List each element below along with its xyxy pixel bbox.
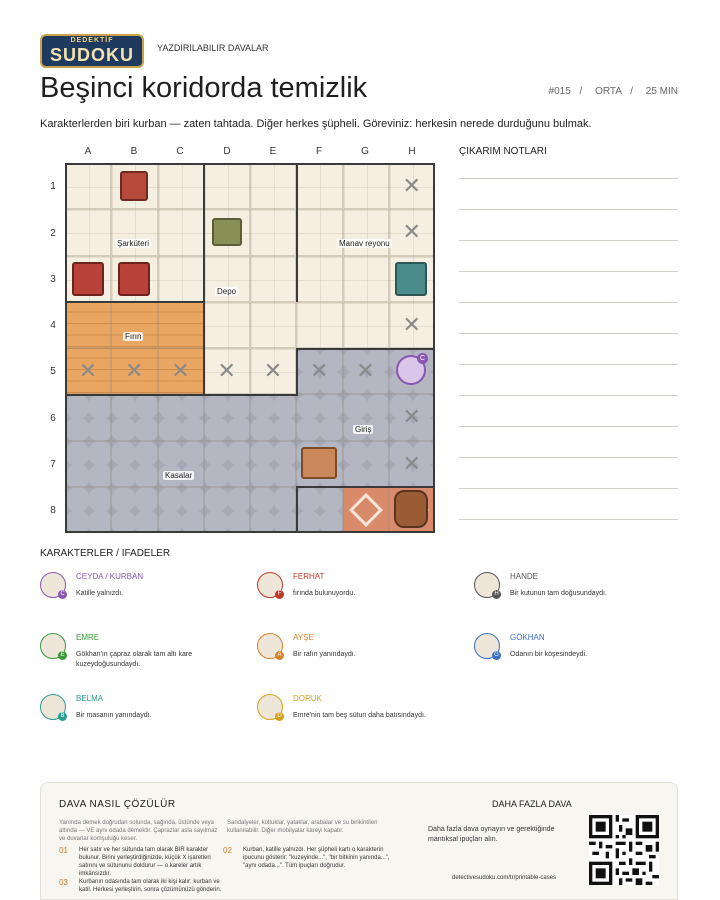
step-number: 02 [223,846,232,855]
row-label: 3 [50,274,56,285]
row-label: 5 [50,366,56,377]
row-label: 2 [50,228,56,239]
character-name: EMRE [76,633,100,642]
case-duration: 25 MIN [645,86,678,97]
how-to-solve-footer [40,782,678,900]
board-cell[interactable] [296,394,342,440]
character-clue: Bir masanın yanındaydı. [76,712,152,719]
board-cell[interactable] [343,441,389,487]
x-mark-icon: ✕ [402,219,421,245]
character-badge: E [58,651,67,660]
step-text: Her satır ve her sütunda tam olarak BIR karakter bulunur. Birini yerleştirdiğinizde, küçük X işaretleri satırını ve sütununu doldurur — o kareler artık imkânsızdır. [79,847,211,877]
case-number: #015 [548,86,571,97]
board-cell[interactable] [111,394,157,440]
board-cell[interactable] [158,487,204,533]
row-label: 4 [50,320,56,331]
row-label: 6 [50,413,56,424]
board-cell[interactable] [65,487,111,533]
case-meta [545,86,678,97]
note-line[interactable] [459,395,678,396]
room-wall [65,301,205,303]
column-label: D [223,146,231,157]
intro-text: Karakterlerden biri kurban — zaten tahtada. Diğer herkes şüpheli. Göreviniz: herkesin nerede durduğunu bulmak. [40,118,592,130]
character-clue: fırında bulunuyordu. [293,590,356,597]
board-cell[interactable] [296,487,342,533]
x-mark-icon: ✕ [402,450,421,476]
board-cell[interactable] [250,209,296,255]
note-line[interactable] [459,488,678,489]
board-cell[interactable] [65,441,111,487]
column-label: F [315,146,323,157]
step-number: 03 [59,878,68,887]
board-cell[interactable] [158,302,204,348]
room-label-kasalar: Kasalar [165,471,193,480]
room-label-manav: Manav reyonu [339,239,390,248]
character-name: HANDE [510,572,539,581]
room-label-firin: Fırın [125,332,142,341]
board-cell[interactable] [250,487,296,533]
logo-small-text: DEDEKTİF [70,37,114,44]
x-mark-icon: ✕ [402,173,421,198]
board-cell[interactable] [65,394,111,440]
x-mark-icon: ✕ [125,358,144,383]
room-wall [203,163,205,302]
board-cell[interactable] [65,302,111,348]
x-mark-icon: ✕ [402,311,421,337]
character-clue: Katille yalnızdı. [76,590,124,597]
board-cell[interactable] [250,163,296,209]
room-label-depo: Depo [217,287,237,296]
board-border [65,163,435,165]
board-cell[interactable] [65,163,111,209]
character-badge: G [492,651,501,660]
victim-avatar [396,355,426,385]
note-line[interactable] [459,240,678,241]
column-label: H [408,146,416,157]
x-mark-icon: ✕ [217,358,236,383]
board-cell[interactable] [296,163,342,209]
board-cell[interactable] [343,256,389,302]
board-cell[interactable] [250,256,296,302]
character-badge: C [58,590,67,599]
note-line[interactable] [459,271,678,272]
page-title: Beşinci koridorda temizlik [40,72,368,104]
board-cell[interactable] [158,163,204,209]
note-line[interactable] [459,457,678,458]
board-cell[interactable] [204,441,250,487]
board-cell[interactable] [343,302,389,348]
footer-title: DAVA NASIL ÇÖZÜLÜR [59,799,176,810]
board-cell[interactable] [204,394,250,440]
board-cell[interactable] [296,209,342,255]
room-wall [65,394,298,396]
board-cell[interactable] [158,394,204,440]
characters-title: KARAKTERLER / IFADELER [40,548,171,559]
step-text: Kurban, katille yalnızdı. Her şüpheli kartı o karakterin ipucunu gösterir: "kuzeyinde...", "bir bitkinin yanında...", "aynı odada...". Tüm ipuçları doğrudur. [243,847,390,869]
board-cell[interactable] [296,302,342,348]
logo-text: SUDOKU [49,45,134,65]
room-wall [296,163,298,302]
note-line[interactable] [459,364,678,365]
board-cell[interactable] [158,256,204,302]
character-badge: H [492,590,501,599]
row-label: 1 [50,181,56,192]
note-line[interactable] [459,519,678,520]
shelf-icon [395,262,427,296]
note-line[interactable] [459,209,678,210]
character-badge: A [275,651,284,660]
board-cell[interactable] [158,209,204,255]
room-label-giris: Giriş [355,425,372,434]
board-cell[interactable] [343,163,389,209]
board-cell[interactable] [250,394,296,440]
qr-code-icon[interactable] [589,815,659,885]
meta-separator: / [579,86,583,97]
character-clue: Odanın bir köşesindeydi. [510,651,588,658]
board-cell[interactable] [250,302,296,348]
character-clue: Emre'nin tam beş sütun daha batısındaydı. [293,712,426,719]
victim-badge: C [417,353,428,364]
board-cell[interactable] [111,302,157,348]
board-cell[interactable] [111,441,157,487]
board-cell[interactable] [343,487,389,533]
room-wall [296,486,298,533]
column-label: E [269,146,277,157]
character-name: CEYDA / KURBAN [76,572,144,581]
note-line[interactable] [459,426,678,427]
character-name: AYŞE [293,633,314,642]
room-label-sarkuteri: Şarküteri [117,239,150,248]
notes-title: ÇIKARIM NOTLARI [459,146,547,157]
character-badge: B [58,712,67,721]
board-cell[interactable] [296,256,342,302]
shelf-icon [118,262,150,296]
more-cases-title: DAHA FAZLA DAVA [492,799,572,809]
x-mark-icon: ✕ [310,358,329,383]
row-label: 8 [50,505,56,516]
shelf-icon [72,262,104,296]
character-name: FERHAT [293,572,325,581]
character-badge: D [275,712,284,721]
x-mark-icon: ✕ [402,404,421,430]
board-cell[interactable] [343,209,389,255]
table-icon [212,218,242,246]
note-line[interactable] [459,178,678,179]
chair-icon [120,171,148,201]
board-cell[interactable] [111,209,157,255]
character-clue: Gökhan'ın çapraz olarak tam altı kare kuzeydoğusundaydı. [76,651,193,668]
character-name: DORUK [293,694,322,703]
column-label: B [130,146,138,157]
printable-cases-label: YAZDIRILABILIR DAVALAR [157,43,269,53]
note-line[interactable] [459,302,678,303]
logo [40,34,144,68]
box-icon [301,447,337,479]
step-number: 01 [59,846,68,855]
character-clue: Bir kutunun tam doğusundaydı. [510,590,607,597]
x-mark-icon: ✕ [356,358,375,383]
column-label: G [361,146,369,157]
board-cell[interactable] [111,487,157,533]
furniture-note: Sandalyeler, koltuklar, yataklar, arabalar ve su birikintileri kullanılabilir. Diğer mobilyalar kareyi kapatır. [227,820,378,834]
meta-separator: / [630,86,633,97]
column-label: A [84,146,92,157]
adjacency-note: Yanında demek doğrudan solunda, sağında, üstünde veya altında — VE aynı odada demektir. Çaprazlar asla sayılmaz ve duvarlar komşuluğu keser. [59,820,218,842]
character-badge: F [275,590,284,599]
board-border [65,531,435,533]
character-name: BELMA [76,694,104,703]
board-cell[interactable] [204,163,250,209]
board-cell[interactable] [250,441,296,487]
row-label: 7 [50,459,56,470]
more-cases-link[interactable]: detectivesudoku.com/tr/printable-cases [452,875,557,881]
board-cell[interactable] [65,209,111,255]
more-cases-text: Daha fazla dava oynayın ve gerektiğinde mantıksal ipuçları alın. [428,826,555,843]
game-board[interactable] [65,163,435,533]
board-cell[interactable] [204,487,250,533]
board-cell[interactable] [204,302,250,348]
x-mark-icon: ✕ [263,358,283,383]
case-difficulty: ORTA [595,86,622,97]
x-mark-icon: ✕ [171,358,190,383]
character-clue: Bir rafın yanındaydı. [293,651,356,658]
step-text: Kurbanın odasında tam olarak iki kişi kalır: kurban ve katil. Herkesi yerleştirin, sonra çözümünüzü gönderin. [79,879,222,893]
x-mark-icon: ✕ [78,358,98,383]
character-name: GÖKHAN [510,633,545,642]
barrel-icon [394,490,428,528]
column-label: C [176,146,184,157]
note-line[interactable] [459,333,678,334]
